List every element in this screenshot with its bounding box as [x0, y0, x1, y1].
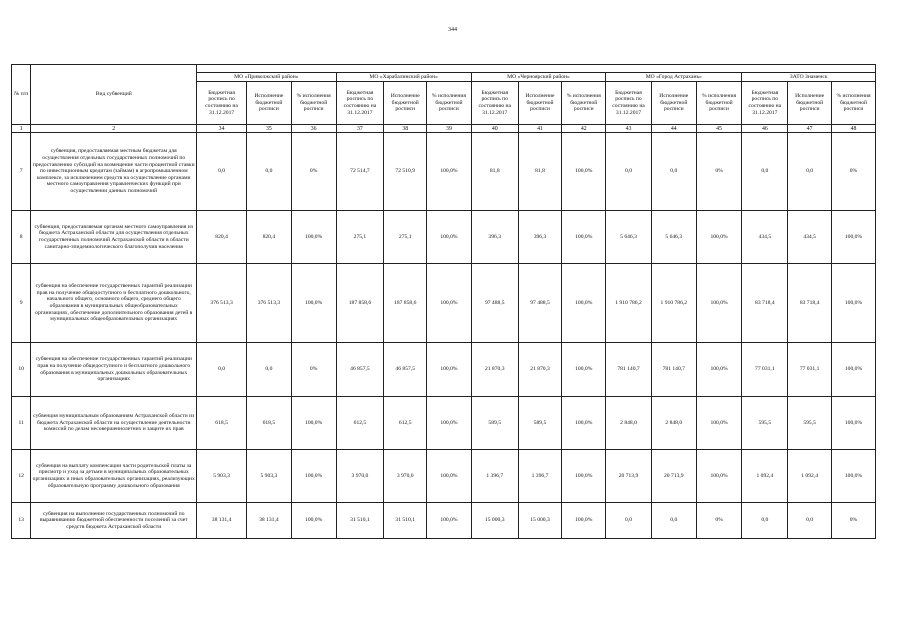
column-number: 47 — [788, 125, 832, 133]
subvention-description: субвенция, предоставляемая органам местного самоуправления из бюджета Астраханской области для осуществления отдельных государственных полномочий Астраханской области в области санитарно-эпидемиологического благополучия населения — [31, 211, 197, 264]
percent-value-cell: 100,0% — [427, 264, 472, 343]
percent-value-cell: 100,0% — [831, 211, 875, 264]
execution-value-cell: 31 510,1 — [384, 503, 427, 539]
budget-value-cell: 376 513,3 — [197, 264, 247, 343]
column-number: 38 — [384, 125, 427, 133]
budget-value-cell: 781 140,7 — [606, 343, 652, 397]
column-number: 37 — [336, 125, 384, 133]
region-header: МО «Город Астрахань» — [606, 73, 742, 82]
execution-value-cell: 20 713,9 — [651, 450, 696, 503]
column-number: 34 — [197, 125, 247, 133]
execution-value-cell: 97 488,5 — [518, 264, 562, 343]
column-number: 48 — [831, 125, 875, 133]
percent-value-cell: 100,0% — [562, 133, 606, 211]
budget-value-cell: 618,5 — [197, 397, 247, 450]
execution-col-header: Исполнение бюджетной росписи — [788, 82, 832, 125]
execution-value-cell: 3 970,0 — [384, 450, 427, 503]
percent-value-cell: 0% — [831, 133, 875, 211]
header-no: № п/п — [12, 65, 31, 125]
subvention-description: субвенция на выполнение государственных полномочий по выравниванию бюджетной обеспеченности поселений за счет средств бюджета Астраханской области — [31, 503, 197, 539]
budget-value-cell: 5 903,3 — [197, 450, 247, 503]
percent-value-cell: 100,0% — [831, 343, 875, 397]
execution-value-cell: 187 858,6 — [384, 264, 427, 343]
execution-value-cell: 2 848,0 — [651, 397, 696, 450]
execution-col-header: Исполнение бюджетной росписи — [247, 82, 292, 125]
budget-value-cell: 83 718,4 — [742, 264, 788, 343]
budget-value-cell: 1 092,4 — [742, 450, 788, 503]
execution-value-cell: 589,5 — [518, 397, 562, 450]
percent-value-cell: 100,0% — [291, 450, 336, 503]
budget-value-cell: 396,3 — [471, 211, 518, 264]
percent-value-cell: 100,0% — [291, 264, 336, 343]
column-number: 40 — [471, 125, 518, 133]
table-row — [12, 264, 876, 343]
budget-value-cell: 612,5 — [336, 397, 384, 450]
column-number: 41 — [518, 125, 562, 133]
execution-value-cell: 15 000,3 — [518, 503, 562, 539]
percent-value-cell: 100,0% — [291, 397, 336, 450]
budget-value-cell: 187 858,6 — [336, 264, 384, 343]
percent-value-cell: 100,0% — [696, 450, 742, 503]
percent-col-header: % исполнения бюджетной росписи — [291, 82, 336, 125]
percent-value-cell: 100,0% — [427, 450, 472, 503]
execution-value-cell: 0,0 — [247, 343, 292, 397]
budget-value-cell: 1 910 786,2 — [606, 264, 652, 343]
percent-value-cell: 100,0% — [696, 211, 742, 264]
row-number: 7 — [12, 133, 31, 211]
percent-value-cell: 100,0% — [427, 503, 472, 539]
column-number: 44 — [651, 125, 696, 133]
execution-col-header: Исполнение бюджетной росписи — [518, 82, 562, 125]
budget-value-cell: 15 000,3 — [471, 503, 518, 539]
percent-value-cell: 100,0% — [291, 503, 336, 539]
column-number: 39 — [427, 125, 472, 133]
column-number-row — [12, 125, 876, 133]
percent-col-header: % исполнения бюджетной росписи — [696, 82, 742, 125]
execution-value-cell: 5 903,3 — [247, 450, 292, 503]
execution-value-cell: 77 031,1 — [788, 343, 832, 397]
execution-value-cell: 781 140,7 — [651, 343, 696, 397]
column-number: 1 — [12, 125, 31, 133]
percent-col-header: % исполнения бюджетной росписи — [427, 82, 472, 125]
region-header: МО «Черноярский район» — [471, 73, 605, 82]
column-number: 2 — [31, 125, 197, 133]
row-number: 13 — [12, 503, 31, 539]
percent-value-cell: 100,0% — [562, 503, 606, 539]
budget-value-cell: 81,8 — [471, 133, 518, 211]
budget-value-cell: 21 870,3 — [471, 343, 518, 397]
column-number: 46 — [742, 125, 788, 133]
budget-col-header: Бюджетная роспись по состоянию на 31.12.2017 — [336, 82, 384, 125]
budget-col-header: Бюджетная роспись по состоянию на 31.12.2017 — [606, 82, 652, 125]
execution-value-cell: 81,8 — [518, 133, 562, 211]
percent-value-cell: 100,0% — [831, 264, 875, 343]
percent-value-cell: 100,0% — [562, 343, 606, 397]
execution-value-cell: 5 646,3 — [651, 211, 696, 264]
execution-value-cell: 396,3 — [518, 211, 562, 264]
execution-value-cell: 0,0 — [651, 503, 696, 539]
subvention-description: субвенция, предоставляемая местным бюджетам для осуществления отдельных государственных полномочий по предоставлению субсидий на возмещение части процентной ставки по инвестиционным кредитам (займам) в агропромышленном комплексе, за исключением средств на осуществление органами местного самоуправления управленческих функций при осуществлении данных полномочий — [31, 133, 197, 211]
region-header: МО «Харабалинский район» — [336, 73, 471, 82]
execution-value-cell: 46 857,5 — [384, 343, 427, 397]
subvention-description: субвенция на обеспечение государственных гарантий реализации прав на получение общедоступного и бесплатного дошкольного образования в муниципальных дошкольных образовательных организациях — [31, 343, 197, 397]
budget-col-header: Бюджетная роспись по состоянию на 31.12.2017 — [471, 82, 518, 125]
subvention-description: субвенция на обеспечение государственных гарантий реализации прав на получение общедоступного и бесплатного дошкольного, начального общего, основного общего, среднего общего образования в муниципальных общеобразовательных организациях, обеспечение дополнительного образования детей в муниципальных общеобразовательных организациях — [31, 264, 197, 343]
execution-value-cell: 612,5 — [384, 397, 427, 450]
budget-value-cell: 820,4 — [197, 211, 247, 264]
percent-value-cell: 100,0% — [562, 397, 606, 450]
execution-value-cell: 83 718,4 — [788, 264, 832, 343]
percent-value-cell: 100,0% — [562, 450, 606, 503]
execution-value-cell: 434,5 — [788, 211, 832, 264]
percent-value-cell: 0% — [291, 343, 336, 397]
header-row-spacer — [12, 65, 876, 73]
budget-value-cell: 46 857,5 — [336, 343, 384, 397]
percent-value-cell: 100,0% — [427, 397, 472, 450]
execution-value-cell: 21 870,3 — [518, 343, 562, 397]
subvention-description: субвенция муниципальным образованиям Астраханской области из бюджета Астраханской области на осуществление деятельности комиссий по делам несовершеннолетних и защите их прав — [31, 397, 197, 450]
budget-value-cell: 38 131,4 — [197, 503, 247, 539]
budget-value-cell: 0,0 — [606, 503, 652, 539]
percent-value-cell: 100,0% — [696, 264, 742, 343]
column-number: 43 — [606, 125, 652, 133]
row-number: 8 — [12, 211, 31, 264]
row-number: 12 — [12, 450, 31, 503]
budget-value-cell: 3 970,0 — [336, 450, 384, 503]
execution-value-cell: 0,0 — [247, 133, 292, 211]
column-number: 42 — [562, 125, 606, 133]
percent-value-cell: 100,0% — [696, 343, 742, 397]
budget-value-cell: 589,5 — [471, 397, 518, 450]
column-number: 36 — [291, 125, 336, 133]
execution-value-cell: 1 092,4 — [788, 450, 832, 503]
budget-value-cell: 72 514,7 — [336, 133, 384, 211]
budget-value-cell: 0,0 — [742, 133, 788, 211]
page-number: 344 — [448, 27, 457, 33]
column-number: 35 — [247, 125, 292, 133]
budget-value-cell: 5 646,3 — [606, 211, 652, 264]
percent-value-cell: 100,0% — [562, 264, 606, 343]
percent-value-cell: 0% — [831, 503, 875, 539]
execution-value-cell: 275,1 — [384, 211, 427, 264]
budget-value-cell: 0,0 — [197, 133, 247, 211]
percent-value-cell: 100,0% — [291, 211, 336, 264]
budget-value-cell: 77 031,1 — [742, 343, 788, 397]
table-row — [12, 503, 876, 539]
execution-value-cell: 1 910 786,2 — [651, 264, 696, 343]
header-spacer — [197, 65, 876, 73]
budget-value-cell: 595,5 — [742, 397, 788, 450]
percent-value-cell: 100,0% — [831, 397, 875, 450]
percent-col-header: % исполнения бюджетной росписи — [562, 82, 606, 125]
execution-col-header: Исполнение бюджетной росписи — [651, 82, 696, 125]
execution-col-header: Исполнение бюджетной росписи — [384, 82, 427, 125]
table-row — [12, 397, 876, 450]
budget-col-header: Бюджетная роспись по состоянию на 31.12.2017 — [197, 82, 247, 125]
budget-value-cell: 434,5 — [742, 211, 788, 264]
execution-value-cell: 72 510,9 — [384, 133, 427, 211]
row-number: 11 — [12, 397, 31, 450]
table-row — [12, 343, 876, 397]
percent-value-cell: 100,0% — [427, 211, 472, 264]
budget-col-header: Бюджетная роспись по состоянию на 31.12.2017 — [742, 82, 788, 125]
execution-value-cell: 376 513,3 — [247, 264, 292, 343]
region-header: ЗАТО Знаменск — [742, 73, 876, 82]
region-header: МО «Приволжский район» — [197, 73, 336, 82]
budget-value-cell: 275,1 — [336, 211, 384, 264]
header-type: Вид субвенций — [31, 65, 197, 125]
execution-value-cell: 618,5 — [247, 397, 292, 450]
percent-value-cell: 100,0% — [427, 343, 472, 397]
subvention-description: субвенция на выплату компенсации части родительской платы за присмотр и уход за детьми в муниципальных образовательных организациях и иных образовательных организациях, реализующих образовательную программу дошкольного образования — [31, 450, 197, 503]
execution-value-cell: 820,4 — [247, 211, 292, 264]
execution-value-cell: 0,0 — [651, 133, 696, 211]
budget-value-cell: 20 713,9 — [606, 450, 652, 503]
execution-value-cell: 38 131,4 — [247, 503, 292, 539]
percent-value-cell: 0% — [696, 133, 742, 211]
percent-value-cell: 0% — [291, 133, 336, 211]
column-number: 45 — [696, 125, 742, 133]
execution-value-cell: 595,5 — [788, 397, 832, 450]
table-row — [12, 211, 876, 264]
row-number: 10 — [12, 343, 31, 397]
budget-value-cell: 0,0 — [742, 503, 788, 539]
budget-value-cell: 1 396,7 — [471, 450, 518, 503]
execution-value-cell: 0,0 — [788, 133, 832, 211]
row-number: 9 — [12, 264, 31, 343]
budget-value-cell: 0,0 — [606, 133, 652, 211]
table-row — [12, 450, 876, 503]
budget-value-cell: 97 488,5 — [471, 264, 518, 343]
percent-value-cell: 100,0% — [831, 450, 875, 503]
percent-col-header: % исполнения бюджетной росписи — [831, 82, 875, 125]
percent-value-cell: 0% — [696, 503, 742, 539]
budget-value-cell: 0,0 — [197, 343, 247, 397]
percent-value-cell: 100,0% — [427, 133, 472, 211]
execution-value-cell: 0,0 — [788, 503, 832, 539]
execution-value-cell: 1 396,7 — [518, 450, 562, 503]
subvention-table — [11, 64, 876, 539]
percent-value-cell: 100,0% — [696, 397, 742, 450]
budget-value-cell: 31 510,1 — [336, 503, 384, 539]
percent-value-cell: 100,0% — [562, 211, 606, 264]
budget-value-cell: 2 848,0 — [606, 397, 652, 450]
table-row — [12, 133, 876, 211]
